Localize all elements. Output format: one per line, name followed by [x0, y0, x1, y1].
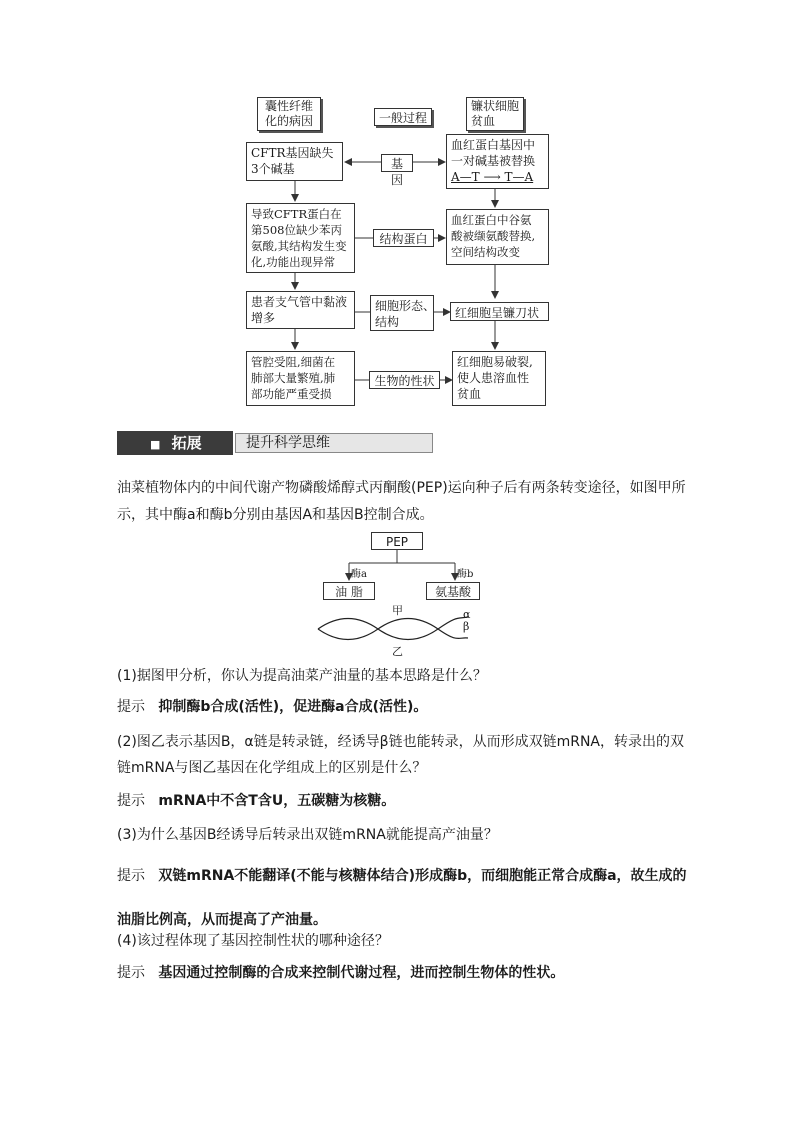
hint-label: 提示: [117, 699, 145, 715]
hint-label: 提示: [117, 965, 145, 981]
question-2: (2)图乙表示基因B，α链是转录链，经诱导β链也能转录，从而形成双链mRNA，转录出的双链mRNA与图乙基因在化学组成上的区别是什么？: [117, 734, 685, 776]
section-title: 拓展: [171, 434, 202, 452]
hint-label: 提示: [117, 868, 145, 884]
caption-yi: 乙: [392, 645, 403, 658]
header-sickle-cell: 镰状细胞 贫血: [466, 97, 524, 131]
header-cystic-fibrosis: 囊性纤维 化的病因: [257, 97, 321, 131]
answer-1-text: 抑制酶b合成(活性)，促进酶a合成(活性)。: [158, 699, 428, 715]
section-subtitle: 提升科学思维: [235, 433, 433, 453]
intro-paragraph: 油菜植物体内的中间代谢产物磷酸烯醇式丙酮酸(PEP)运向种子后有两条转变途径，如图甲所示，其中酶a和酶b分别由基因A和基因B控制合成。: [117, 480, 686, 523]
answer-1: [117, 694, 687, 720]
label-enzyme-a: 酶a: [351, 569, 367, 580]
hemoglobin-gene-text: 血红蛋白基因中 一对碱基被替换: [451, 138, 536, 168]
base-pair-change: A—T ⟶ T—A: [451, 170, 534, 184]
box-cftr-protein: 导致CFTR蛋白在 第508位缺少苯丙 氨酸,其结构发生变 化,功能出现异常: [246, 203, 355, 273]
box-lung-damage: 管腔受阻,细菌在 肺部大量繁殖,肺 部功能严重受损: [246, 351, 355, 406]
header-general-process: 一般过程: [374, 108, 432, 126]
answer-4: [117, 960, 687, 986]
label-beta: β: [463, 620, 470, 633]
box-oil: 油 脂: [323, 582, 375, 600]
question-4: (4)该过程体现了基因控制性状的哪种途径？: [117, 933, 389, 949]
box-cftr-gene: CFTR基因缺失 3个碱基: [246, 142, 343, 181]
box-mucus: 患者支气管中黏液 增多: [246, 291, 355, 329]
answer-3-text: 双链mRNA不能翻译(不能与核糖体结合)形成酶b，而细胞能正常合成酶a，故生成的油脂比例高，从而提高了产油量。: [117, 868, 687, 928]
answer-4-text: 基因通过控制酶的合成来控制代谢过程，进而控制生物体的性状。: [158, 965, 565, 981]
box-sickle-shape: 红细胞呈镰刀状: [450, 302, 549, 321]
label-enzyme-b: 酶b: [457, 569, 474, 580]
label-gene: 基因: [381, 154, 413, 172]
label-biological-trait: 生物的性状: [369, 371, 440, 389]
box-hemolytic-anemia: 红细胞易破裂, 使人患溶血性 贫血: [452, 351, 546, 406]
hint-label: 提示: [117, 793, 145, 809]
question-3: (3)为什么基因B经诱导后转录出双链mRNA就能提高产油量？: [117, 827, 498, 843]
label-alpha: α: [463, 608, 471, 621]
caption-jia: 甲: [392, 604, 403, 617]
question-1: (1)据图甲分析，你认为提高油菜产油量的基本思路是什么？: [117, 668, 487, 684]
label-cell-morphology: 细胞形态、 结构: [370, 295, 434, 331]
label-structural-protein: 结构蛋白: [373, 229, 434, 247]
answer-2: [117, 788, 687, 814]
square-icon: ■: [150, 438, 161, 451]
box-amino-acid: 氨基酸: [426, 582, 480, 600]
answer-2-text: mRNA中不含T含U，五碳糖为核糖。: [158, 793, 396, 809]
box-pep: PEP: [371, 532, 423, 550]
box-hemoglobin-protein: 血红蛋白中谷氨 酸被缬氨酸替换, 空间结构改变: [446, 209, 549, 265]
